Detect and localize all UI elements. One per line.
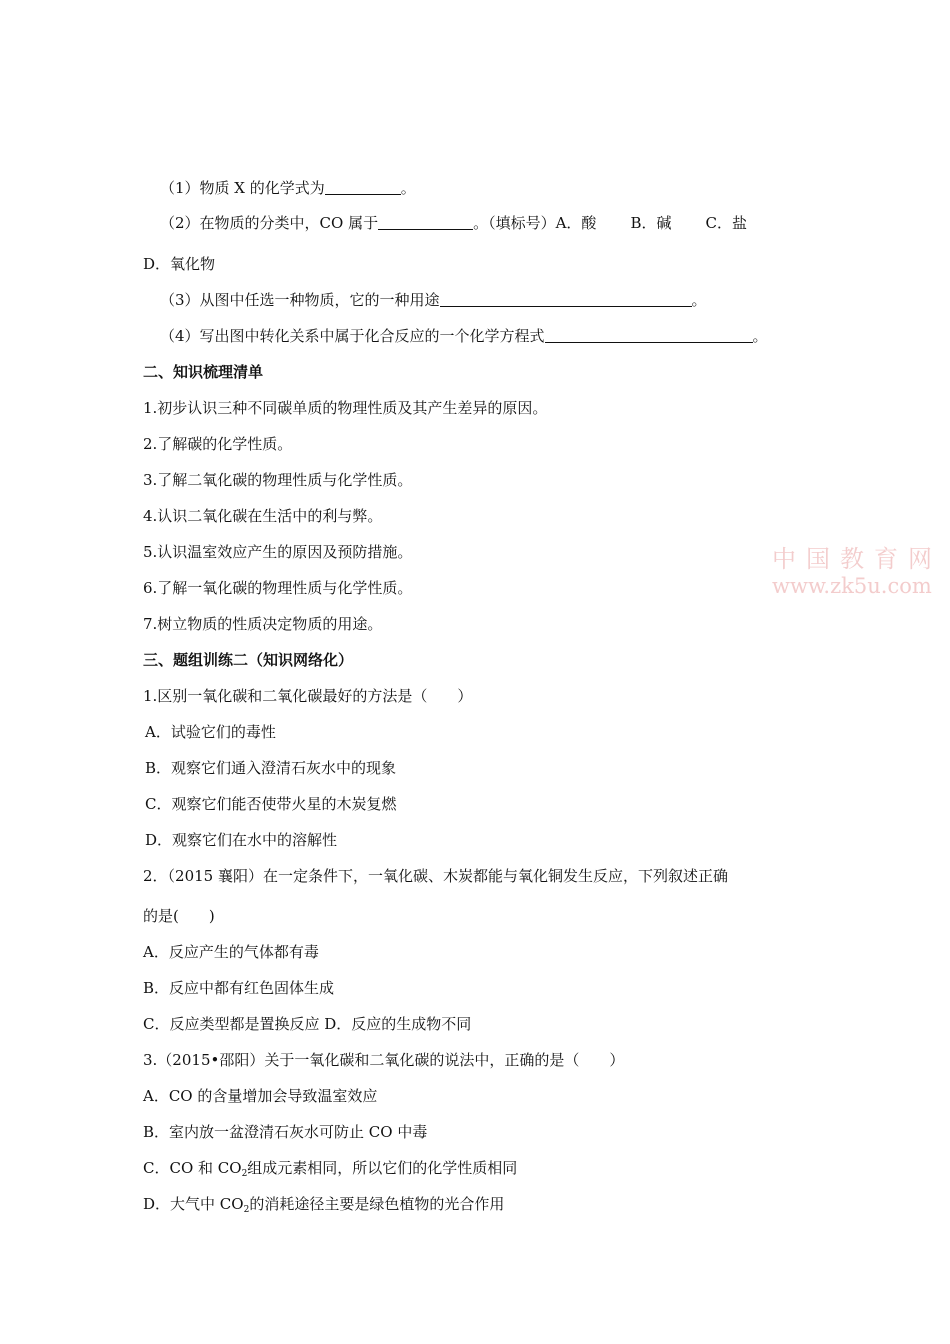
list-item: 5.认识温室效应产生的原因及预防措施。 (143, 543, 413, 561)
answer-blank (325, 179, 401, 195)
list-item: 1.初步认识三种不同碳单质的物理性质及其产生差异的原因。 (143, 399, 548, 417)
section-2-title: 二、知识梳理清单 (143, 363, 264, 381)
exercise-3-option-a: A．CO 的含量增加会导致温室效应 (143, 1087, 378, 1105)
question-3-line: （3）从图中任选一种物质，它的一种用途 。 (160, 291, 707, 309)
list-item: 2.了解碳的化学性质。 (143, 435, 293, 453)
question-3-text: （3）从图中任选一种物质，它的一种用途 (160, 291, 440, 309)
exercise-1-stem: 1.区别一氧化碳和二氧化碳最好的方法是（ ） (143, 687, 473, 705)
exercise-3-option-b: B．室内放一盆澄清石灰水可防止 CO 中毒 (143, 1123, 428, 1141)
question-2-text: （2）在物质的分类中，CO 属于 (160, 214, 379, 232)
question-2-line: （2）在物质的分类中，CO 属于 。（填标号）A．酸 B．碱 C．盐 (160, 214, 747, 232)
watermark-text: 中国教育网 (772, 545, 942, 573)
exercise-2-stem: 2．（2015 襄阳）在一定条件下，一氧化碳、木炭都能与氧化铜发生反应，下列叙述正确 (143, 867, 728, 885)
answer-blank (378, 214, 473, 230)
option-c: C．盐 (705, 214, 747, 232)
exercise-1-option-b: B．观察它们通入澄清石灰水中的现象 (145, 759, 397, 777)
exercise-2-option-a: A．反应产生的气体都有毒 (143, 943, 319, 961)
exercise-1-option-d: D．观察它们在水中的溶解性 (145, 831, 338, 849)
question-4-line: （4）写出图中转化关系中属于化合反应的一个化学方程式 。 (160, 327, 768, 345)
exercise-3-stem: 3.（2015•邵阳）关于一氧化碳和二氧化碳的说法中，正确的是（ ） (143, 1051, 625, 1069)
exercise-1-option-a: A．试验它们的毒性 (145, 723, 276, 741)
list-item: 7.树立物质的性质决定物质的用途。 (143, 615, 383, 633)
exercise-1-option-c: C．观察它们能否使带火星的木炭复燃 (145, 795, 397, 813)
section-3-title: 三、题组训练二（知识网络化） (143, 651, 354, 669)
answer-blank (440, 291, 692, 307)
exercise-3-option-d: D．大气中 $CO_2$的消耗途径主要是绿色植物的光合作用 (143, 1195, 505, 1215)
answer-blank (545, 327, 753, 343)
exercise-3-option-c: C．CO 和 $CO_2$组成元素相同，所以它们的化学性质相同 (143, 1159, 518, 1179)
exercise-2-option-cd: C．反应类型都是置换反应 D．反应的生成物不同 (143, 1015, 472, 1033)
question-1-line: （1）物质 X 的化学式为 。 (160, 179, 416, 197)
exercise-2-stem-continued: 的是( ) (143, 907, 215, 925)
question-4-text: （4）写出图中转化关系中属于化合反应的一个化学方程式 (160, 327, 545, 345)
question-1-text: （1）物质 X 的化学式为 (160, 179, 325, 197)
option-b: B．碱 (630, 214, 672, 232)
exercise-2-option-b: B．反应中都有红色固体生成 (143, 979, 335, 997)
watermark-url: www.zk5u.com (772, 574, 932, 598)
list-item: 4.认识二氧化碳在生活中的利与弊。 (143, 507, 383, 525)
option-d: D．氧化物 (143, 255, 216, 273)
watermark (772, 545, 942, 599)
list-item: 3.了解二氧化碳的物理性质与化学性质。 (143, 471, 413, 489)
list-item: 6.了解一氧化碳的物理性质与化学性质。 (143, 579, 413, 597)
